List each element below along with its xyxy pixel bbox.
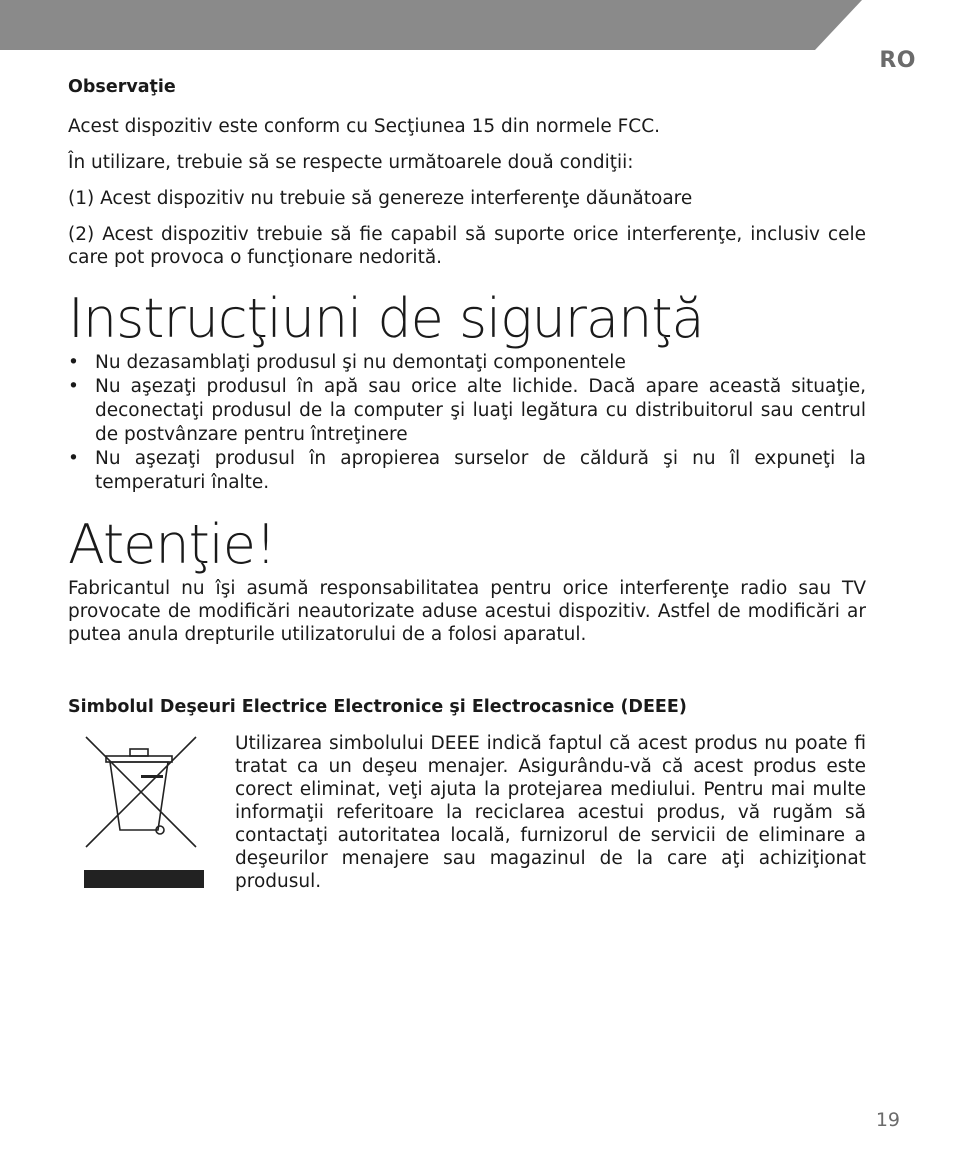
list-item (68, 375, 866, 447)
bullet: • (68, 352, 79, 373)
bullet: • (68, 376, 79, 397)
attention-text: Fabricantul nu îşi asumă responsabilitatea pentru orice interferenţe radio sau TV provocate de modificări neautorizate aduse acestui dispozitiv. Astfel de modificări ar putea anula drepturile utilizatorului de a folosi aparatul. (68, 578, 866, 645)
note-paragraph-3: (1) Acest dispozitiv nu trebuie să genereze interferenţe dăunătoare (68, 188, 693, 209)
bullet: • (68, 448, 79, 469)
note-paragraph-2: În utilizare, trebuie să se respecte următoarele două condiţii: (68, 152, 634, 173)
list-item (68, 447, 866, 495)
page-number: 19 (875, 1109, 900, 1131)
list-item-text: Nu aşezaţi produsul în apropierea surselor de căldură şi nu îl expuneţi la temperaturi înalte. (95, 448, 866, 493)
note-paragraph-4: (2) Acest dispozitiv trebuie să fie capabil să suporte orice interferenţe, inclusiv cele care pot provoca o funcţionare nedorită. (68, 224, 866, 268)
header-bar (0, 0, 954, 50)
list-item (68, 351, 866, 375)
safety-list (68, 351, 866, 495)
note-paragraph-1: Acest dispozitiv este conform cu Secţiunea 15 din normele FCC. (68, 116, 660, 137)
crossed-out-wheelie-bin-icon (76, 732, 206, 896)
safety-title: Instrucţiuni de siguranţă (68, 287, 704, 350)
weee-title: Simbolul Deşeuri Electrice Electronice şi Electrocasnice (DEEE) (68, 697, 687, 717)
note-title: Observaţie (68, 77, 176, 97)
list-item-text: Nu dezasamblaţi produsul şi nu demontaţi componentele (95, 352, 626, 373)
weee-text: Utilizarea simbolului DEEE indică faptul că acest produs nu poate fi tratat ca un deşeu menajer. Asigurându-vă că acest produs este corect eliminat, veţi ajuta la protejarea mediului. Pentru mai multe informaţii referitoare la reciclarea acestui produs, vă rugăm să contactaţi autoritatea locală, furnizorul de servicii de eliminare a deşeurilor menajere sau magazinul de la care aţi achiziţionat produsul. (235, 733, 866, 892)
weee-section (68, 732, 866, 896)
page-content (68, 72, 866, 896)
language-label: RO (879, 48, 916, 73)
attention-title: Atenţie! (68, 513, 276, 576)
list-item-text: Nu aşezaţi produsul în apă sau orice alte lichide. Dacă apare această situaţie, deconectaţi produsul de la computer şi luaţi legătura cu distribuitorul sau centrul de postvânzare pentru întreţinere (95, 376, 866, 445)
